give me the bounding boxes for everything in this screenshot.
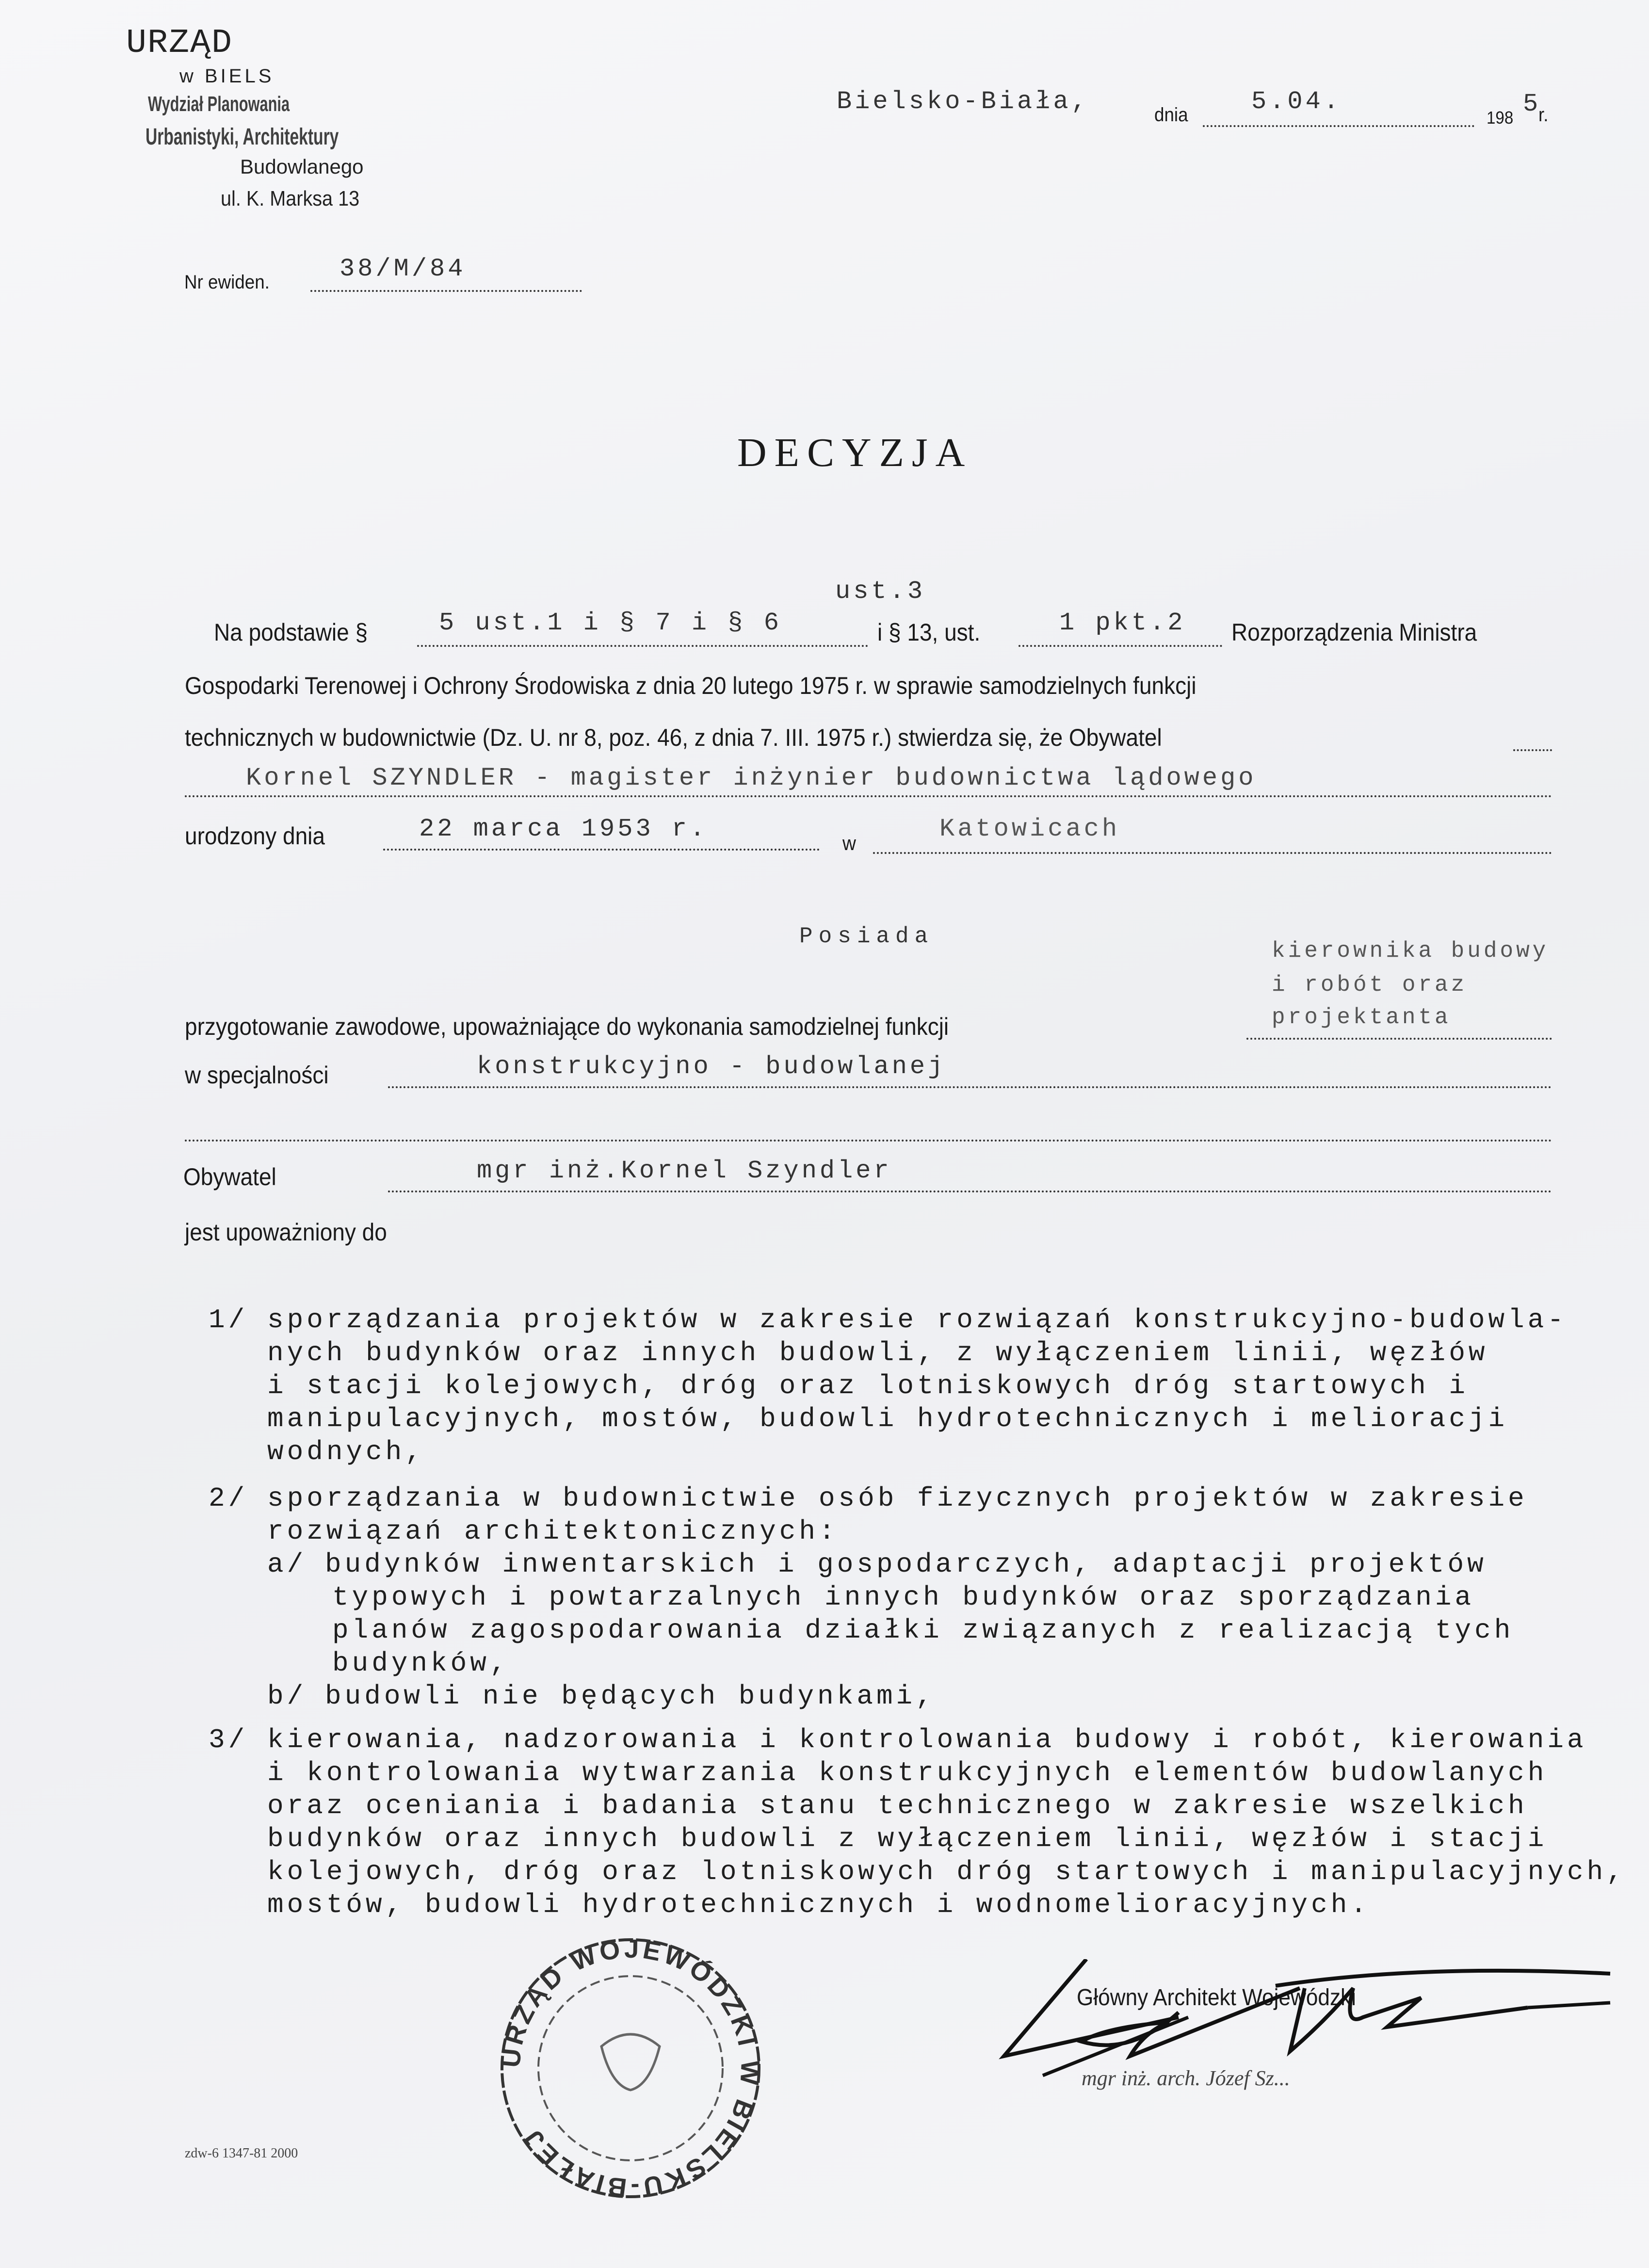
list-item-line: sporządzania w budownictwie osób fizycznych projektów w zakresie xyxy=(267,1483,1528,1514)
stamp-line: URZĄD xyxy=(126,24,233,63)
date-value: 5.04. xyxy=(1251,87,1342,116)
ref-underline xyxy=(310,290,582,292)
specialty-label: w specjalności xyxy=(185,1062,329,1089)
stamp-line: w BIELS xyxy=(179,65,275,87)
list-item-line: oraz oceniania i badania stanu technicznego w zakresie wszelkich xyxy=(267,1790,1528,1821)
legal-basis-line2: Gospodarki Terenowej i Ochrony Środowiska z dnia 20 lutego 1975 r. w sprawie samodzielnych funkcji xyxy=(185,672,1196,699)
stamp-line: Urbanistyki, Architektury xyxy=(146,124,339,150)
underline xyxy=(383,849,820,851)
legal-basis-suffix: Rozporządzenia Ministra xyxy=(1231,619,1477,646)
stamp-line: Wydział Planowania xyxy=(148,92,290,116)
round-stamp xyxy=(490,1930,771,2206)
ref-value: 38/M/84 xyxy=(340,255,466,283)
born-in-label: w xyxy=(842,832,856,854)
underline xyxy=(185,795,1552,797)
page-title: DECYZJA xyxy=(737,430,973,475)
legal-basis-value2: 1 pkt.2 xyxy=(1059,609,1186,637)
list-item-line: kolejowych, dróg oraz lotniskowych dróg startowych i manipulacyjnych, xyxy=(267,1856,1626,1887)
list-item-line: i kontrolowania wytwarzania konstrukcyjnych elementów budowlanych xyxy=(267,1757,1548,1788)
list-item-number: 3/ xyxy=(209,1724,248,1755)
underline xyxy=(417,645,868,647)
year-prefix: 198 xyxy=(1487,108,1514,128)
underline xyxy=(185,1140,1552,1142)
signatory-name: mgr inż. arch. Józef Sz... xyxy=(1082,2066,1290,2090)
list-item-line: manipulacyjnych, mostów, budowli hydrotechnicznych i melioracji xyxy=(267,1403,1508,1434)
round-stamp-text: URZĄD WOJEWÓDZKI W BIELSKU-BIAŁEJ xyxy=(496,1934,765,2203)
legal-basis-value: 5 ust.1 i § 7 i § 6 xyxy=(439,609,782,637)
citizen-label: Obywatel xyxy=(183,1163,276,1190)
sublist-item-line: typowych i powtarzalnych innych budynków oraz sporządzania xyxy=(332,1582,1475,1613)
ust-above: ust.3 xyxy=(835,577,926,606)
function-line: projektanta xyxy=(1272,1005,1451,1030)
underline xyxy=(873,852,1552,854)
date-label: dnia xyxy=(1154,104,1188,126)
function-line: i robót oraz xyxy=(1272,972,1468,997)
svg-text:URZĄD WOJEWÓDZKI W BIELSKU-BIA xyxy=(496,1934,765,2203)
list-item-line: wodnych, xyxy=(267,1436,425,1467)
born-date: 22 marca 1953 r. xyxy=(419,815,708,843)
list-item-line: sporządzania projektów w zakresie rozwiązań konstrukcyjno-budowla- xyxy=(267,1304,1567,1335)
underline xyxy=(388,1086,1552,1088)
stamp-line: ul. K. Marksa 13 xyxy=(221,187,360,210)
underline xyxy=(1018,645,1222,647)
ref-label: Nr ewiden. xyxy=(184,272,270,293)
date-underline xyxy=(1203,125,1474,127)
specialty-value: konstrukcyjno - budowlanej xyxy=(477,1052,946,1081)
year-suffix: 5 xyxy=(1523,90,1541,118)
underline xyxy=(388,1190,1552,1192)
preparation-label: przygotowanie zawodowe, upoważniające do wykonania samodzielnej funkcji xyxy=(185,1013,949,1040)
sublist-item-number: b/ xyxy=(267,1681,307,1712)
born-label: urodzony dnia xyxy=(185,822,325,850)
list-item-line: kierowania, nadzorowania i kontrolowania budowy i robót, kierowania xyxy=(267,1724,1587,1755)
legal-basis-prefix: Na podstawie § xyxy=(214,619,368,646)
year-unit: r. xyxy=(1538,104,1549,126)
list-item-line: nych budynków oraz innych budowli, z wyłączeniem linii, węzłów xyxy=(267,1337,1488,1368)
list-item-number: 1/ xyxy=(209,1304,248,1335)
posiada-heading: Posiada xyxy=(799,924,934,949)
list-item-line: rozwiązań architektonicznych: xyxy=(267,1516,839,1547)
place: Bielsko-Biała, xyxy=(837,87,1089,116)
underline xyxy=(1246,1038,1552,1040)
authorized-label: jest upoważniony do xyxy=(185,1219,387,1246)
sublist-item-line: planów zagospodarowania działki związanych z realizacją tych xyxy=(332,1615,1514,1646)
sublist-item-line: budowli nie będących budynkami, xyxy=(325,1681,936,1712)
stamp-line: Budowlanego xyxy=(240,155,364,178)
list-item-line: budynków oraz innych budowli z wyłączeniem linii, węzłów i stacji xyxy=(267,1823,1548,1854)
born-place: Katowicach xyxy=(939,815,1120,843)
handwritten-signature xyxy=(985,1959,1615,2085)
person-value: Kornel SZYNDLER - magister inżynier budownictwa lądowego xyxy=(246,764,1257,792)
list-item-line: i stacji kolejowych, dróg oraz lotniskowych dróg startowych i xyxy=(267,1370,1469,1401)
list-item-line: mostów, budowli hydrotechnicznych i wodnomelioracyjnych. xyxy=(267,1889,1370,1920)
function-line: kierownika budowy xyxy=(1272,938,1549,964)
signatory-title: Główny Architekt Wojewódzki xyxy=(1077,1985,1356,2011)
list-item-number: 2/ xyxy=(209,1483,248,1514)
legal-basis-mid: i § 13, ust. xyxy=(877,619,981,646)
legal-basis-line3: technicznych w budownictwie (Dz. U. nr 8, poz. 46, z dnia 7. III. 1975 r.) stwierdza się, że Obywatel xyxy=(185,724,1162,751)
form-code: zdw-6 1347-81 2000 xyxy=(185,2146,298,2161)
sublist-item-line: budynków inwentarskich i gospodarczych, adaptacji projektów xyxy=(325,1549,1487,1580)
sublist-item-line: budynków, xyxy=(332,1648,510,1679)
citizen-value: mgr inż.Kornel Szyndler xyxy=(477,1157,892,1185)
sublist-item-number: a/ xyxy=(267,1549,307,1580)
underline xyxy=(1513,749,1552,751)
